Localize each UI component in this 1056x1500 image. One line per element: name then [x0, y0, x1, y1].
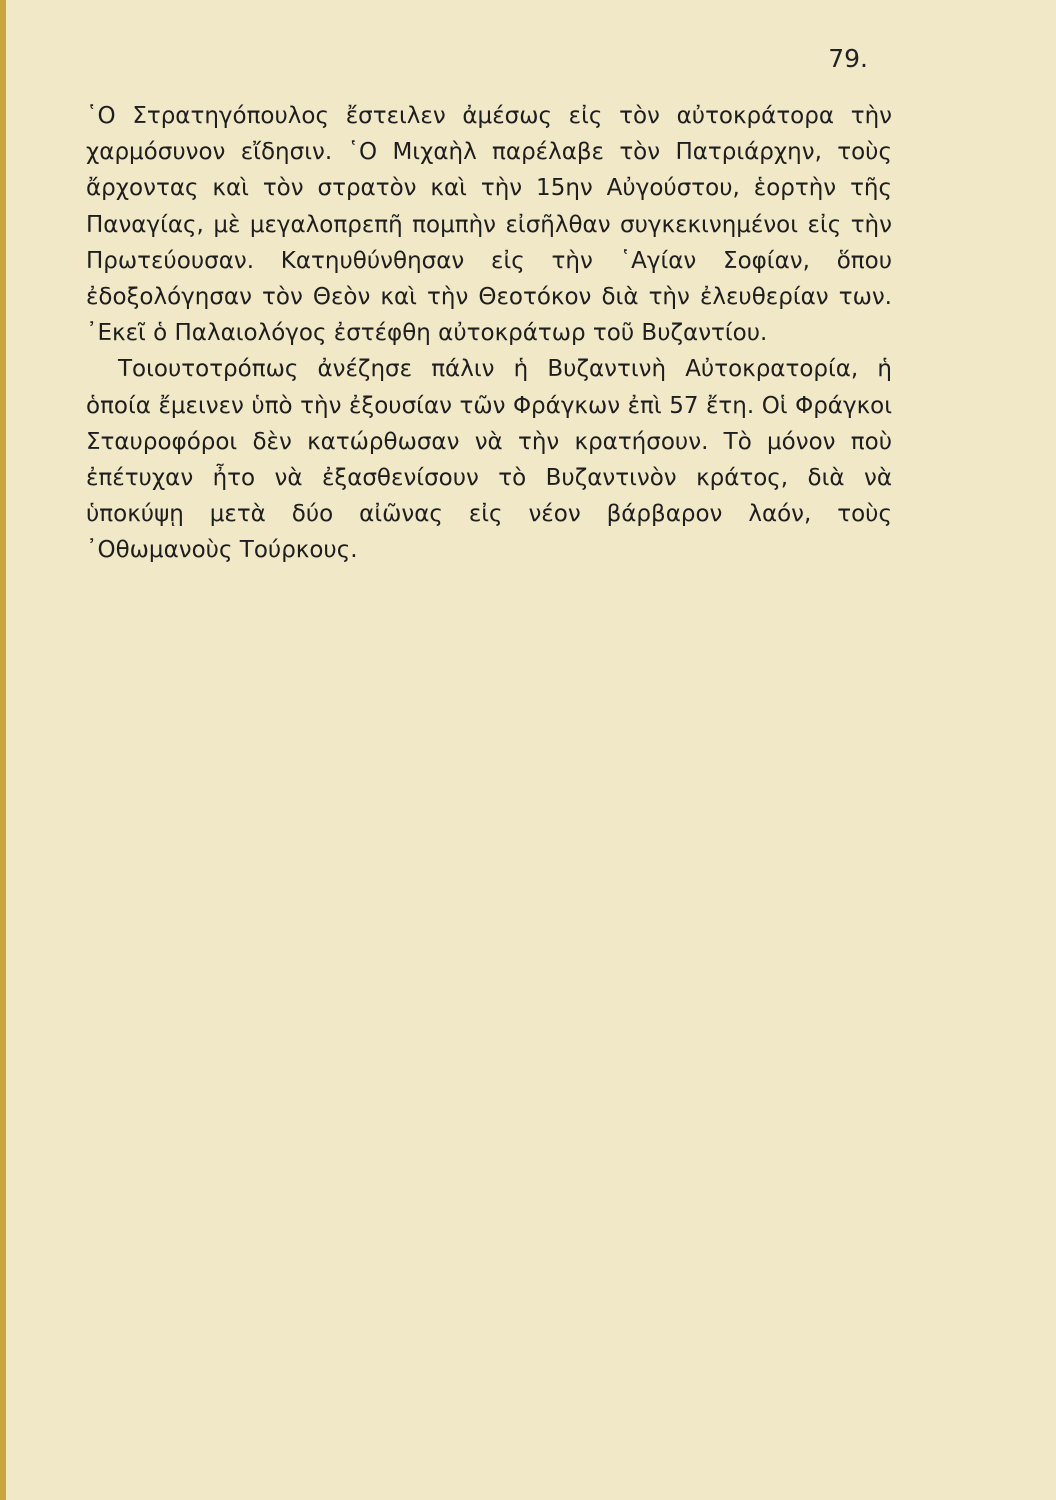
body-text: [86, 98, 892, 569]
paragraph-2: Τοιουτοτρόπως ἀνέζησε πάλιν ἡ Βυζαντινὴ Αὐτοκρατορία, ἡ ὁποία ἔμεινεν ὑπὸ τὴν ἐξουσίαν τῶν Φράγκων ἐπὶ 57 ἔτη. Οἱ Φράγκοι Σταυροφόροι δὲν κατώρθωσαν νὰ τὴν κρατήσουν. Τὸ μόνον ποὺ ἐπέτυχαν ἦτο νὰ ἐξασθενίσουν τὸ Βυζαντινὸν κράτος, διὰ νὰ ὑποκύψῃ μετὰ δύο αἰῶνας εἰς νέον βάρβαρον λαόν, τοὺς ᾿Οθωμανοὺς Τούρκους.: [86, 356, 892, 564]
page-edge: [0, 0, 6, 1500]
paragraph-1: ῾Ο Στρατηγόπουλος ἔστειλεν ἀμέσως εἰς τὸν αὐτοκράτορα τὴν χαρμόσυνον εἴδησιν. ῾Ο Μιχαὴλ παρέλαβε τὸν Πατριάρχην, τοὺς ἄρχοντας καὶ τὸν στρατὸν καὶ τὴν 15ην Αὐγούστου, ἑορτὴν τῆς Παναγίας, μὲ μεγαλοπρεπῆ πομπὴν εἰσῆλθαν συγκεκινημένοι εἰς τὴν Πρωτεύουσαν. Κατηυθύνθησαν εἰς τὴν ῾Αγίαν Σοφίαν, ὅπου ἐδοξολόγησαν τὸν Θεὸν καὶ τὴν Θεοτόκον διὰ τὴν ἐλευθερίαν των. ᾿Εκεῖ ὁ Παλαιολόγος ἐστέφθη αὐτοκράτωρ τοῦ Βυζαντίου.: [86, 103, 892, 347]
page-number: 79.: [828, 44, 868, 73]
